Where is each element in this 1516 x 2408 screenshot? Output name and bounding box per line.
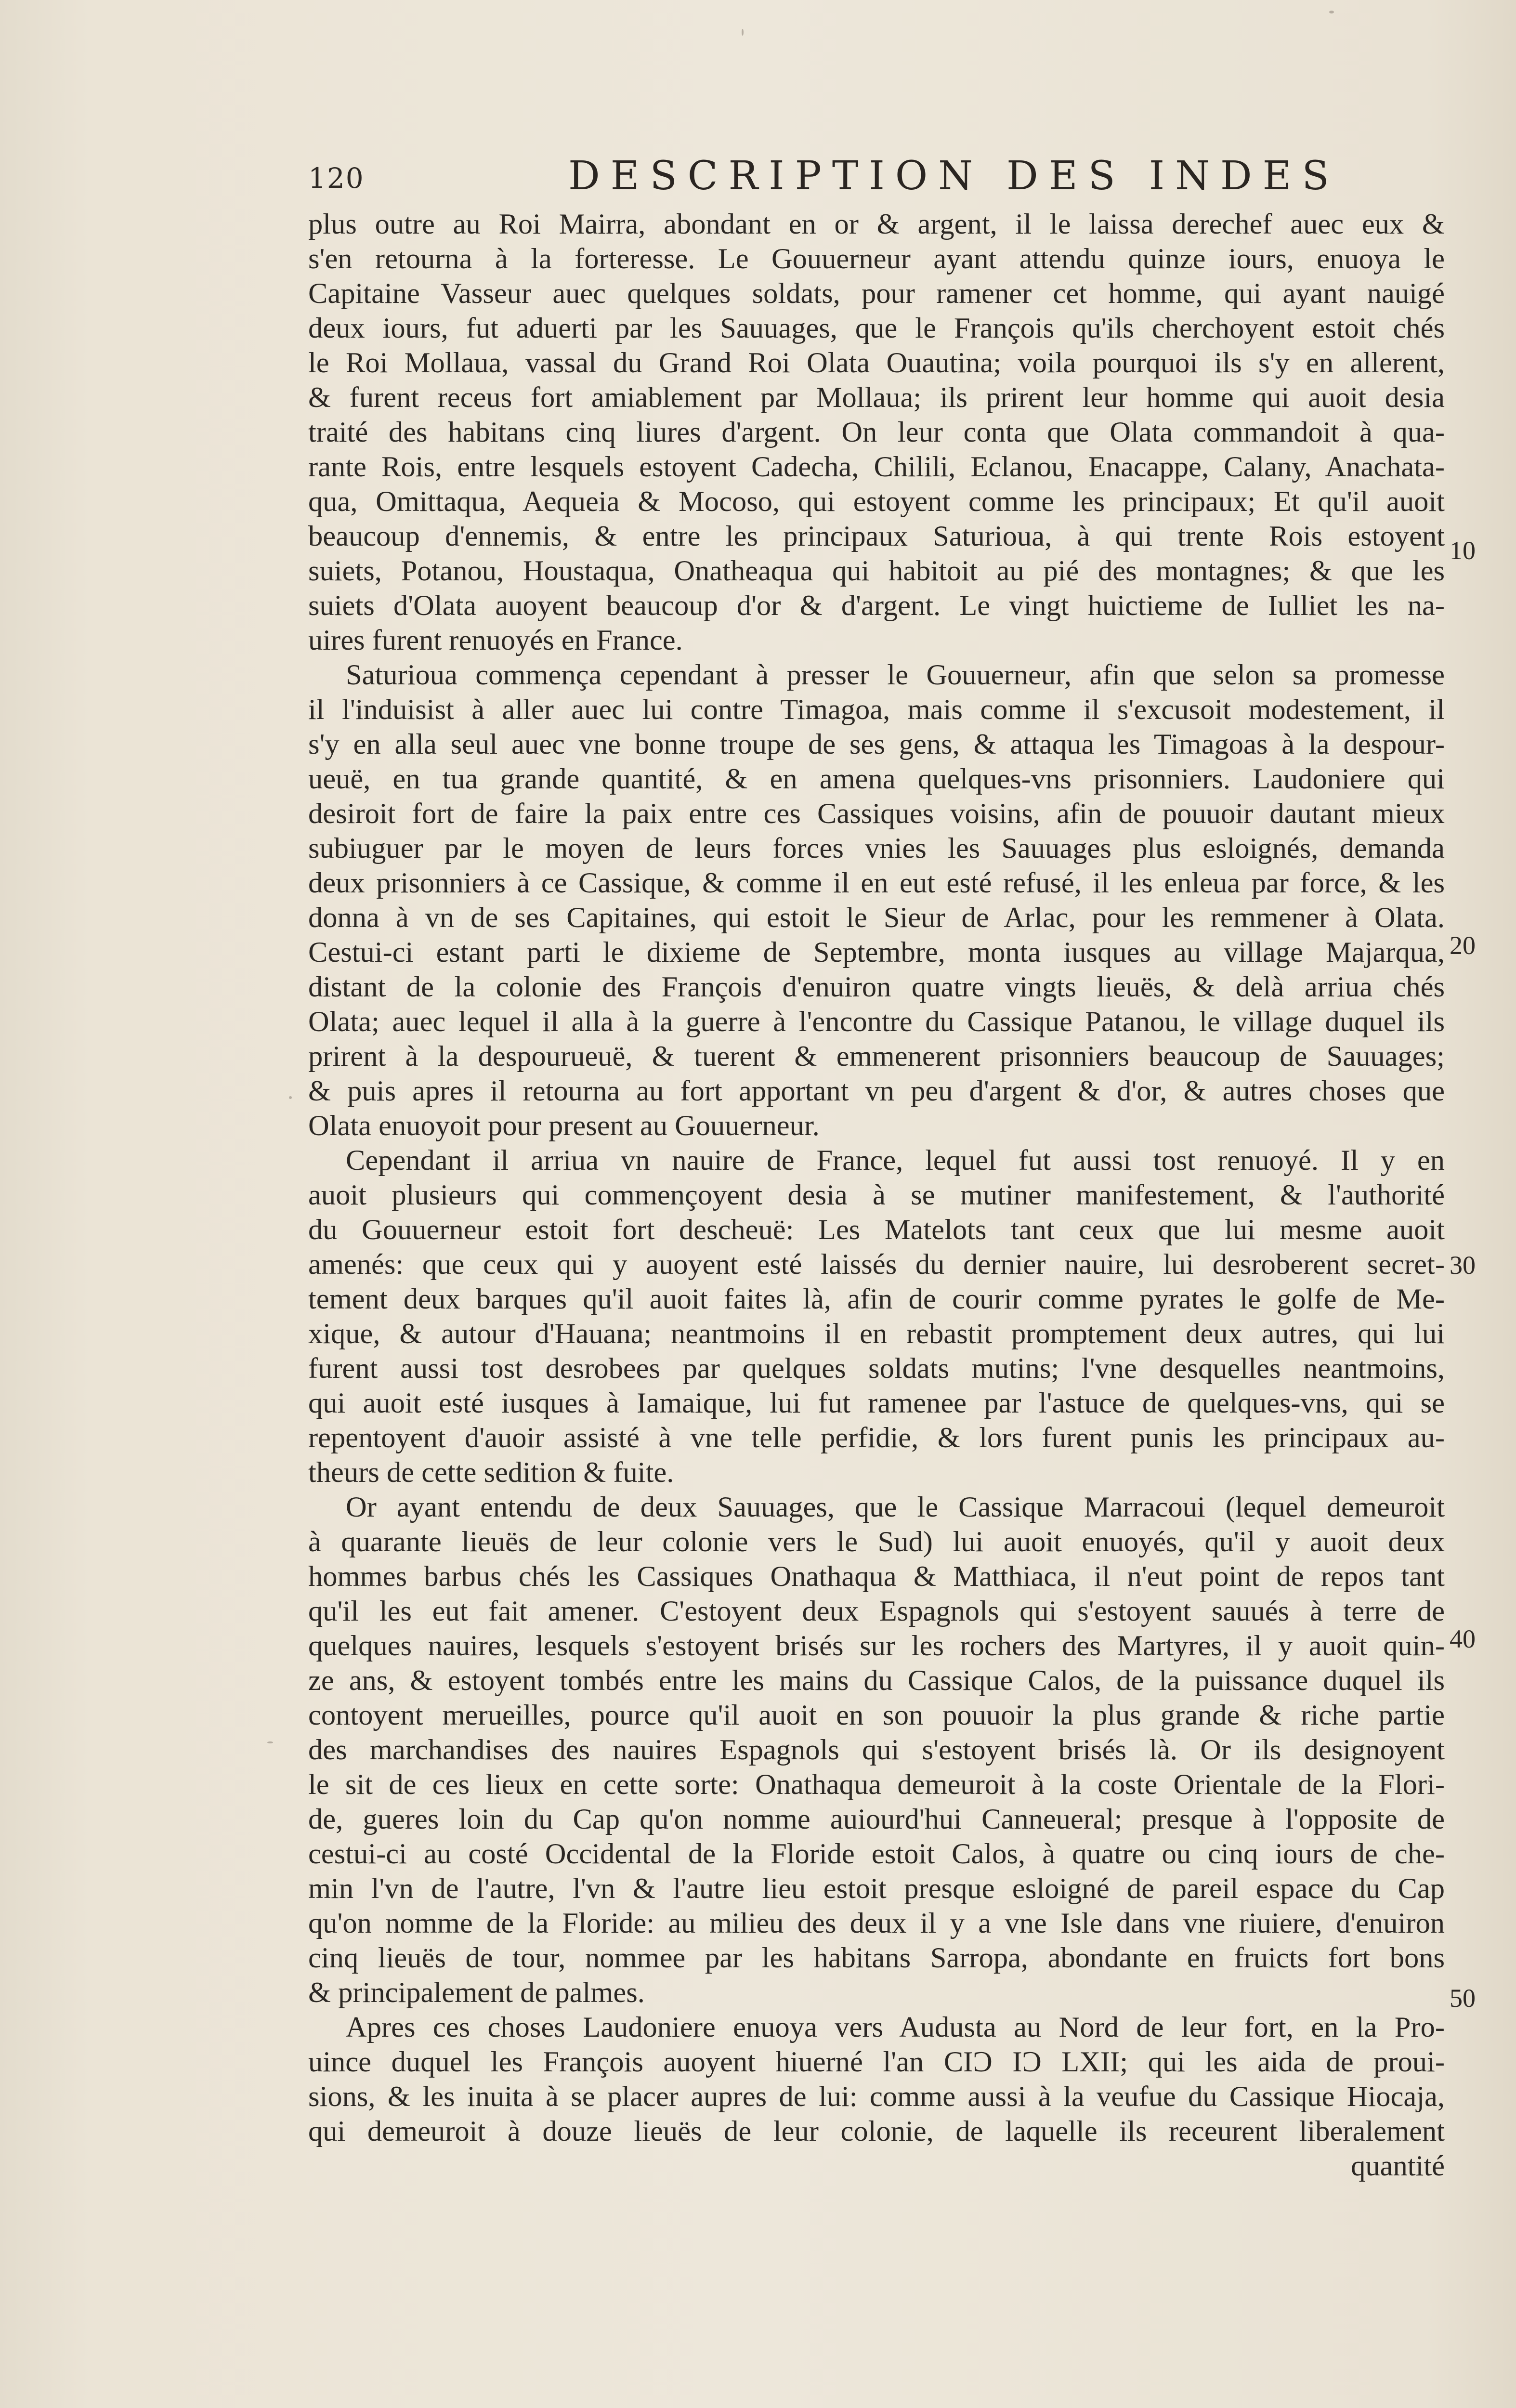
text-line: le Roi Mollaua, vassal du Grand Roi Olata Ouautina; voila pourquoi ils s'y en allerent, [308, 347, 1445, 379]
text-line: furent aussi tost desrobees par quelques soldats mutins; l'vne desquelles neantmoins, [308, 1352, 1445, 1385]
text-line: auoit plusieurs qui commençoyent desia à se mutiner manifestement, & l'authorité [308, 1179, 1445, 1211]
text-line: cestui-ci au costé Occidental de la Floride estoit Calos, à quatre ou cinq iours de che- [308, 1838, 1445, 1870]
text-line: Cependant il arriua vn nauire de France, lequel fut aussi tost renuoyé. Il y en [346, 1144, 1445, 1177]
text-line: amenés: que ceux qui y auoyent esté laissés du dernier nauire, lui desroberent secret- [308, 1248, 1445, 1281]
text-line: Capitaine Vasseur auec quelques soldats, pour ramener cet homme, qui ayant nauigé [308, 277, 1445, 310]
text-line: & furent receus fort amiablement par Mollaua; ils prirent leur homme qui auoit desia [308, 381, 1445, 414]
text-line: tement deux barques qu'il auoit faites là, afin de courir comme pyrates le golfe de Me- [308, 1283, 1445, 1315]
text-line: distant de la colonie des François d'enuiron quatre vingts lieuës, & delà arriua chés [308, 971, 1445, 1003]
text-line: à quarante lieuës de leur colonie vers le Sud) lui auoit enuoyés, qu'il y auoit deux [308, 1526, 1445, 1558]
text-line: ueuë, en tua grande quantité, & en amena quelques-vns prisonniers. Laudoniere qui [308, 763, 1445, 795]
text-line: sions, & les inuita à se placer aupres de lui: comme aussi à la veufue du Cassique Hiocaja, [308, 2081, 1445, 2113]
text-line: des marchandises des nauires Espagnols qui s'estoyent brisés là. Or ils designoyent [308, 1734, 1445, 1766]
body-text [308, 207, 1445, 2184]
text-line: deux iours, fut aduerti par les Sauuages, que le François qu'ils cherchoyent estoit chés [308, 312, 1445, 344]
text-line: Saturioua commença cependant à presser le Gouuerneur, afin que selon sa promesse [346, 659, 1445, 691]
text-line: Apres ces choses Laudoniere enuoya vers Audusta au Nord de leur fort, en la Pro- [346, 2011, 1445, 2043]
text-line: xique, & autour d'Hauana; neantmoins il en rebastit promptement deux autres, qui lui [308, 1318, 1445, 1350]
margin-line-number: 50 [1450, 1984, 1476, 2013]
text-line: beaucoup d'ennemis, & entre les principaux Saturioua, à qui trente Rois estoyent [308, 520, 1445, 552]
text-line: theurs de cette sedition & fuite. [308, 1456, 674, 1489]
text-line: Olata; auec lequel il alla à la guerre à l'encontre du Cassique Patanou, le village duquel ils [308, 1006, 1445, 1038]
text-line: hommes barbus chés les Cassiques Onathaqua & Matthiaca, il n'eut point de repos tant [308, 1560, 1445, 1593]
paper-speck [742, 29, 744, 36]
text-line: de, gueres loin du Cap qu'on nomme auiourd'hui Canneueral; presque à l'opposite de [308, 1803, 1445, 1835]
text-line: Olata enuoyoit pour present au Gouuerneur. [308, 1110, 820, 1142]
text-line: qui auoit esté iusques à Iamaique, lui fut ramenee par l'astuce de quelques-vns, qui se [308, 1387, 1445, 1419]
text-line: desiroit fort de faire la paix entre ces Cassiques voisins, afin de pouuoir dautant mieux [308, 798, 1445, 830]
text-line: il l'induisist à aller auec lui contre Timagoa, mais comme il s'excusoit modestement, il [308, 694, 1445, 726]
paper-speck [289, 1096, 292, 1099]
text-line: & principalement de palmes. [308, 1976, 645, 2009]
text-line: Or ayant entendu de deux Sauuages, que le Cassique Marracoui (lequel demeuroit [346, 1491, 1445, 1523]
text-line: subiuguer par le moyen de leurs forces vnies les Sauuages plus esloignés, demanda [308, 832, 1445, 864]
text-line: qu'on nomme de la Floride: au milieu des deux il y a vne Isle dans vne riuiere, d'enuiron [308, 1907, 1445, 1939]
text-line: quelques nauires, lesquels s'estoyent brisés sur les rochers des Martyres, il y auoit quin- [308, 1630, 1445, 1662]
text-line: le sit de ces lieux en cette sorte: Onathaqua demeuroit à la coste Orientale de la Flori- [308, 1768, 1445, 1801]
text-line: qua, Omittaqua, Aequeia & Mocoso, qui estoyent comme les principaux; Et qu'il auoit [308, 485, 1445, 518]
text-line: & puis apres il retourna au fort apportant vn peu d'argent & d'or, & autres choses que [308, 1075, 1445, 1107]
text-line: Cestui-ci estant parti le dixieme de Septembre, monta iusques au village Majarqua, [308, 936, 1445, 968]
text-line: min l'vn de l'autre, l'vn & l'autre lieu estoit presque esloigné de pareil espace du Cap [308, 1872, 1445, 1905]
paper-speck [267, 1741, 273, 1743]
text-line: qu'il les eut fait amener. C'estoyent deux Espagnols qui s'estoyent sauués à terre de [308, 1595, 1445, 1627]
catchword: quantité [1351, 2150, 1445, 2182]
text-line: contoyent merueilles, pource qu'il auoit en son pouuoir la plus grande & riche partie [308, 1699, 1445, 1731]
margin-line-number: 20 [1450, 931, 1476, 960]
text-line: du Gouuerneur estoit fort descheuë: Les Matelots tant ceux que lui mesme auoit [308, 1214, 1445, 1246]
text-line: cinq lieuës de tour, nommee par les habitans Sarropa, abondante en fruicts fort bons [308, 1942, 1445, 1974]
margin-line-number: 10 [1450, 536, 1476, 565]
text-line: qui demeuroit à douze lieuës de leur colonie, de laquelle ils receurent liberalement [308, 2115, 1445, 2147]
margin-line-number: 40 [1450, 1624, 1476, 1653]
text-line: donna à vn de ses Capitaines, qui estoit le Sieur de Arlac, pour les remmener à Olata. [308, 902, 1445, 934]
text-line: plus outre au Roi Mairra, abondant en or & argent, il le laissa derechef auec eux & [308, 208, 1445, 240]
text-line: traité des habitans cinq liures d'argent. On leur conta que Olata commandoit à qua- [308, 416, 1445, 448]
text-line: deux prisonniers à ce Cassique, & comme il en eut esté refusé, il les enleua par force, & les [308, 867, 1445, 899]
text-line: prirent à la despourueuë, & tuerent & emmenerent prisonniers beaucoup de Sauuages; [308, 1040, 1445, 1073]
page-number: 120 [308, 162, 365, 195]
text-line: ze ans, & estoyent tombés entre les mains du Cassique Calos, de la puissance duquel ils [308, 1664, 1445, 1697]
margin-line-number: 30 [1450, 1251, 1476, 1280]
text-line: rante Rois, entre lesquels estoyent Cadecha, Chilili, Eclanou, Enacappe, Calany, Anachata- [308, 451, 1445, 483]
text-line: s'y en alla seul auec vne bonne troupe de ses gens, & attaqua les Timagoas à la despour- [308, 728, 1445, 760]
running-title: DESCRIPTION DES INDES [568, 153, 1340, 199]
page-header [308, 153, 1435, 201]
text-line: uires furent renuoyés en France. [308, 624, 683, 656]
text-line: suiets, Potanou, Houstaqua, Onatheaqua qui habitoit au pié des montagnes; & que les [308, 555, 1445, 587]
paper-speck [1329, 11, 1334, 13]
text-line: s'en retourna à la forteresse. Le Gouuerneur ayant attendu quinze iours, enuoya le [308, 243, 1445, 275]
text-line: uince duquel les François auoyent hiuerné l'an CIƆ IƆ LXII; qui les aida de proui- [308, 2046, 1445, 2078]
text-line: repentoyent d'auoir assisté à vne telle perfidie, & lors furent punis les principaux au- [308, 1422, 1445, 1454]
text-line: suiets d'Olata auoyent beaucoup d'or & d'argent. Le vingt huictieme de Iulliet les na- [308, 589, 1445, 622]
